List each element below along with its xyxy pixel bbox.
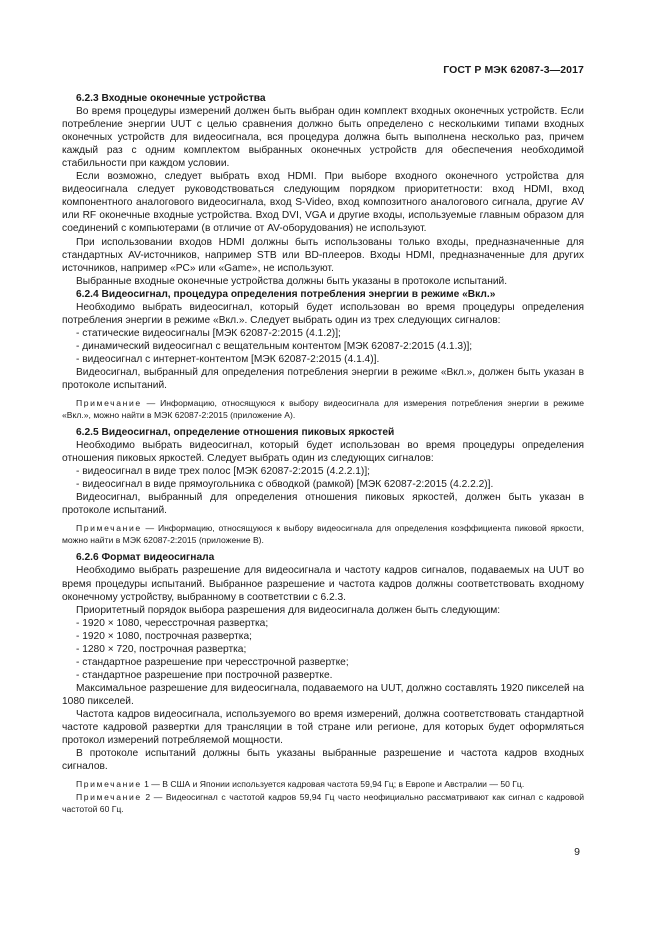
list-item: - 1920 × 1080, чересстрочная развертка; [76, 617, 269, 629]
note-text: — Информацию, относящуюся к выбору видеосигнала для измерения потребления энергии в режиме «Вкл.», можно найти в МЭК 62087-2:2015 (приложение А). [62, 398, 584, 421]
note-text: 2 — Видеосигнал с частотой кадров 59,94 Гц часто неофициально рассматривают как сигнал с кадровой частотой 60 Гц. [62, 792, 584, 815]
paragraph: Видеосигнал, выбранный для определения потребления энергии в режиме «Вкл.», должен быть указан в протоколе испытаний. [62, 366, 584, 392]
list-item: - статические видеосигналы [МЭК 62087-2:2015 (4.1.2)]; [76, 327, 341, 339]
paragraph: Необходимо выбрать видеосигнал, который будет использован во время процедуры определения отношения пиковых яркостей. Следует выбрать один из следующих сигналов: [62, 440, 584, 465]
paragraph: Видеосигнал, выбранный для определения отношения пиковых яркостей, должен быть указан в протоколе испытаний. [62, 492, 584, 517]
list-item: - стандартное разрешение при чересстрочной развертке; [76, 656, 349, 668]
paragraph: Если возможно, следует выбрать вход HDMI. При выборе входного оконечного устройства для видеосигнала следует руководствоваться следующим порядком приоритетности: вход HDMI, вход компонентного аналогового видеосигнала, вход S-Video, вход композитного аналогового сигнала, другие AV или RF оконечные входные устройства. Вход DVI, VGA и другие входы, используемые главным образом для соединений с компьютерами (в отличие от AV-оборудования) не используют. [62, 171, 584, 235]
paragraph: Во время процедуры измерений должен быть выбран один комплект входных оконечных устройств. Если потребление энергии UUT с целью сравнения должно быть определено с несколькими типами входных оконечных устройств для видеосигнала, вся процедура должна быть выполнена несколько раз, причем каждый раз с одним комплектом выбранных оконечных устройств для обеспечения необходимой стабильности при каждом условии. [62, 106, 584, 170]
standard-header: ГОСТ Р МЭК 62087-3—2017 [443, 64, 584, 76]
note-label: Примечание [76, 398, 142, 409]
paragraph: Максимальное разрешение для видеосигнала, подаваемого на UUT, должно составлять 1920 пикселей на 1080 пикселей. [62, 682, 584, 707]
list-item: - видеосигнал в виде трех полос [МЭК 62087-2:2015 (4.2.2.1)]; [76, 466, 370, 478]
list-item: - видеосигнал с интернет-контентом [МЭК 62087-2:2015 (4.1.4)]. [76, 353, 380, 365]
list-item: - видеосигнал в виде прямоугольника с обводкой (рамкой) [МЭК 62087-2:2015 (4.2.2.2)]. [76, 479, 494, 491]
note [62, 791, 584, 815]
note [62, 522, 584, 546]
paragraph: При использовании входов HDMI должны быть использованы только входы, предназначенные для стандартных AV-источников, например STB или BD-плееров. Входы HDMI, предназначенные для других источников, например «PC» или «Game», не используют. [62, 236, 584, 274]
paragraph: Частота кадров видеосигнала, используемого во время измерений, должна соответствовать стандартной частоте кадровой развертки для трансляции в той стране или регионе, для которых будет оформляться протокол измерений потребляемой мощности. [62, 708, 584, 747]
note-label: Примечание [76, 523, 142, 534]
note-text: 1 — В США и Японии используется кадровая частота 59,94 Гц; в Европе и Австралии — 50 Гц. [141, 779, 525, 790]
section-heading-6-2-5: 6.2.5 Видеосигнал, определение отношения пиковых яркостей [76, 427, 395, 439]
list-item: - 1920 × 1080, построчная развертка; [76, 630, 252, 642]
document-body [62, 92, 584, 820]
note [62, 397, 584, 421]
list-item: - 1280 × 720, построчная развертка; [76, 643, 247, 655]
note-text: — Информацию, относящуюся к выбору видеосигнала для определения коэффициента пиковой яркости, можно найти в МЭК 62087-2:2015 (приложение В). [62, 523, 584, 546]
section-heading-6-2-6: 6.2.6 Формат видеосигнала [76, 552, 215, 564]
section-heading-6-2-3: 6.2.3 Входные оконечные устройства [76, 93, 266, 104]
list-item: - стандартное разрешение при построчной развертке. [76, 669, 333, 681]
paragraph: В протоколе испытаний должны быть указаны выбранные разрешение и частота кадров входных сигналов. [62, 748, 584, 773]
paragraph: Необходимо выбрать разрешение для видеосигнала и частоту кадров сигналов, подаваемых на UUT во время процедуры испытаний. Выбранное разрешение и частота кадров должны соответствовать входному оконечному устройству, выбранному в соответствии с 6.2.3. [62, 565, 584, 603]
section-heading-6-2-4: 6.2.4 Видеосигнал, процедура определения потребления энергии в режиме «Вкл.» [76, 288, 496, 300]
note [62, 778, 584, 790]
list-item: - динамический видеосигнал с вещательным контентом [МЭК 62087-2:2015 (4.1.3)]; [76, 340, 473, 352]
note-label: Примечание [76, 792, 142, 803]
page-number: 9 [574, 846, 580, 858]
paragraph: Выбранные входные оконечные устройства должны быть указаны в протоколе испытаний. [76, 275, 508, 287]
paragraph: Необходимо выбрать видеосигнал, который будет использован во время процедуры определения потребления энергии в режиме «Вкл.». Следует выбрать один из трех следующих сигналов: [62, 301, 584, 326]
note-label: Примечание [76, 779, 142, 790]
paragraph: Приоритетный порядок выбора разрешения для видеосигнала должен быть следующим: [76, 604, 501, 616]
